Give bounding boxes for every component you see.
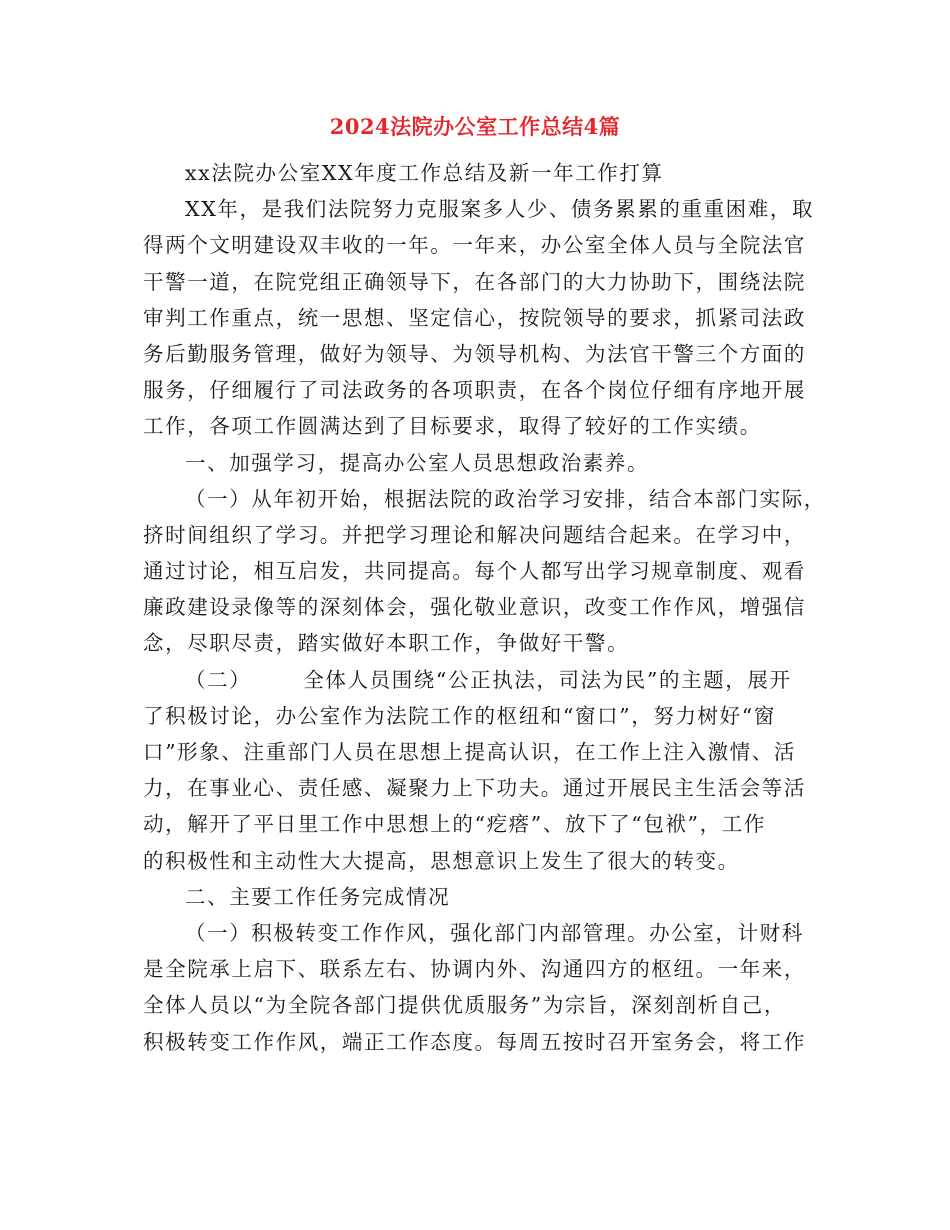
paragraph-line: 服务，仔细履行了司法政务的各项职责，在各个岗位仔细有序地开展: [143, 378, 806, 403]
document-body: [143, 155, 826, 1060]
paragraph-line: 了积极讨论，办公室作为法院工作的枢纽和“窗口”，努力树好“窗: [143, 703, 776, 728]
paragraph-line: 全体人员以“为全院各部门提供优质服务”为宗旨，深刻剖析自己，: [143, 993, 786, 1018]
paragraph-line: 工作，各项工作圆满达到了目标要求，取得了较好的工作实绩。: [143, 414, 762, 439]
paragraph-line: 力，在事业心、责任感、凝聚力上下功夫。通过开展民主生活会等活: [143, 776, 806, 801]
paragraph-line: 口”形象、注重部门人员在思想上提高认识，在工作上注入激情、活: [143, 740, 796, 764]
paragraph-line: 得两个文明建设双丰收的一年。一年来，办公室全体人员与全院法官: [143, 233, 806, 258]
paragraph-line: 的积极性和主动性大大提高，思想意识上发生了很大的转变。: [143, 848, 740, 873]
document-title: 2024法院办公室工作总结4篇: [329, 114, 621, 139]
paragraph-line: 审判工作重点，统一思想、坚定信心，按院领导的要求，抓紧司法政: [143, 305, 806, 330]
paragraph-line: 动，解开了平日里工作中思想上的“疙瘩”、放下了“包袱”，工作: [143, 812, 766, 837]
section-heading: 一、加强学习，提高办公室人员思想政治素养。: [185, 450, 650, 475]
paragraph-line: 积极转变工作作风，端正工作态度。每周五按时召开室务会，将工作: [143, 1029, 806, 1054]
paragraph-line: 念，尽职尽责，踏实做好本职工作，争做好干警。: [143, 631, 630, 656]
paragraph-line: XX年，是我们法院努力克服案多人少、债务累累的重重困难，取: [185, 197, 815, 222]
subtitle-line: xx法院办公室XX年度工作总结及新一年工作打算: [185, 161, 664, 185]
paragraph-line: 干警一道，在院党组正确领导下，在各部门的大力协助下，围绕法院: [143, 269, 806, 294]
paragraph-line: 是全院承上启下、联系左右、协调内外、沟通四方的枢纽。一年来，: [143, 957, 806, 982]
item-text: 全体人员围绕“公正执法，司法为民”的主题，展开: [303, 667, 792, 692]
paragraph-line: 廉政建设录像等的深刻体会，强化敬业意识，改变工作作风，增强信: [143, 595, 806, 620]
paragraph-line: （一）积极转变工作作风，强化部门内部管理。办公室，计财科: [185, 920, 804, 945]
paragraph-line: 通过讨论，相互启发，共同提高。每个人都写出学习规章制度、观看: [143, 559, 806, 584]
paragraph-line: [143, 662, 808, 698]
paragraph-line: （一）从年初开始，根据法院的政治学习安排，结合本部门实际，: [185, 486, 826, 511]
section-heading: 二、主要工作任务完成情况: [185, 884, 451, 909]
item-number: （二）: [185, 667, 252, 692]
paragraph-line: 务后勤服务管理，做好为领导、为领导机构、为法官干警三个方面的: [143, 341, 806, 366]
paragraph-line: 挤时间组织了学习。并把学习理论和解决问题结合起来。在学习中，: [143, 522, 806, 547]
